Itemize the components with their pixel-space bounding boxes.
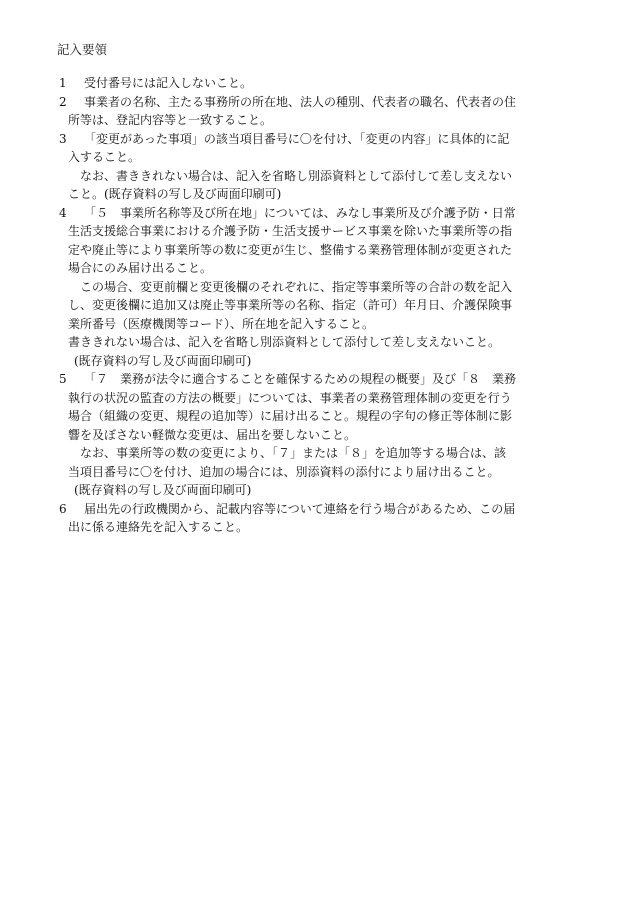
item-line: 響を及ぼさない軽微な変更は、届出を要しないこと。 bbox=[68, 428, 357, 442]
item-line: 書ききれない場合は、記入を省略し別添資料として添付して差し支えないこと。 bbox=[68, 335, 501, 349]
item-line: 所等は、登記内容等と一致すること。 bbox=[68, 113, 273, 127]
item-line: 受付番号には記入しないこと。 bbox=[84, 76, 253, 90]
item-line: 場合にのみ届け出ること。 bbox=[68, 261, 213, 275]
item-number: 2 bbox=[59, 95, 67, 109]
item-line: この場合、変更前欄と変更後欄のそれぞれに、指定等事業所等の合計の数を記入 bbox=[80, 280, 513, 294]
item-number: 4 bbox=[59, 206, 67, 220]
item-line: 入すること。 bbox=[68, 150, 141, 164]
item-line: 定や廃止等により事業所等の数に変更が生じ、整備する業務管理体制が変更された bbox=[68, 243, 513, 257]
item-line: し、変更後欄に追加又は廃止等事業所等の名称、指定（許可）年月日、介護保険事 bbox=[68, 298, 513, 312]
item-line: 生活支援総合事業における介護予防・生活支援サービス事業を除いた事業所等の指 bbox=[68, 224, 513, 238]
document-title: 記入要領 bbox=[57, 42, 108, 57]
item-line: 出に係る連絡先を記入すること。 bbox=[68, 520, 249, 534]
item-line: 業所番号（医療機関等コード）、所在地を記入すること。 bbox=[68, 317, 375, 331]
item-line: (既存資料の写し及び両面印刷可) bbox=[74, 354, 252, 368]
item-line: 当項目番号に〇を付け、追加の場合には、別添資料の添付により届け出ること。 bbox=[68, 465, 500, 479]
item-line: 事業者の名称、主たる事務所の所在地、法人の種別、代表者の職名、代表者の住 bbox=[84, 95, 517, 109]
item-line: 「変更があった事項」の該当項目番号に〇を付け、「変更の内容」に具体的に記 bbox=[84, 132, 510, 146]
item-line: なお、書ききれない場合は、記入を省略し別添資料として添付して差し支えない bbox=[80, 169, 513, 183]
item-line: (既存資料の写し及び両面印刷可) bbox=[74, 483, 252, 497]
item-number: 6 bbox=[59, 502, 67, 516]
item-line: 場合（組織の変更、規程の追加等）に届け出ること。規程の字句の修正等体制に影 bbox=[68, 409, 513, 423]
item-line: 執行の状況の監査の方法の概要」については、事業者の業務管理体制の変更を行う bbox=[68, 391, 512, 405]
item-line: なお、事業所等の数の変更により、「７」または「８」を追加等する場合は、該 bbox=[80, 446, 507, 460]
item-line: 「７ 業務が法令に適合することを確保するための規程の概要」及び「８ 業務 bbox=[84, 372, 517, 386]
item-number: 1 bbox=[59, 76, 67, 90]
item-number: 5 bbox=[59, 372, 67, 386]
item-number: 3 bbox=[59, 132, 67, 146]
item-line: 「５ 事業所名称等及び所在地」については、みなし事業所及び介護予防・日常 bbox=[84, 206, 516, 220]
item-line: 届出先の行政機関から、記載内容等について連絡を行う場合があるため、この届 bbox=[84, 502, 516, 516]
item-line: こと。(既存資料の写し及び両面印刷可) bbox=[68, 187, 282, 201]
